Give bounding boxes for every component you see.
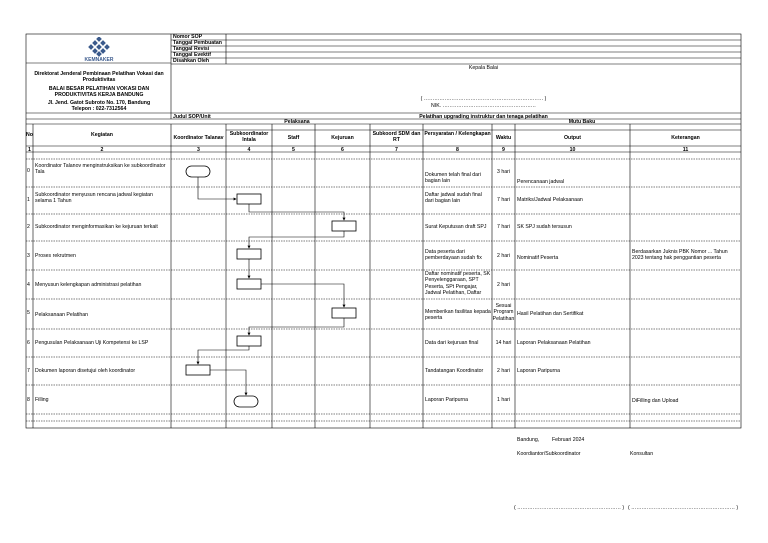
row-kegiatan: Koordinator Talanov menginstruksikan ke subkoordinator Tala <box>35 163 166 176</box>
row-kegiatan: Dokumen laporan disetujui oleh koordinator <box>35 368 136 374</box>
row-number: 4 <box>27 282 30 288</box>
institution-name: BALAI BESAR PELATIHAN VOKASI DAN PRODUKTIVITAS KERJA BANDUNG <box>48 86 150 99</box>
header-persyaratan: Persyaratan / Kelengkapan <box>424 131 491 137</box>
col-number: 2 <box>100 146 104 153</box>
row-keterangan: DiFilling dan Upload <box>632 398 679 404</box>
row-output: Hasil Pelatihan dan Sertifikat <box>517 311 584 317</box>
row-kegiatan: Menyusun kelengkapan administrasi pelatihan <box>35 282 142 288</box>
header-subkoord-sdm: Subkoord SDM dan RT <box>372 131 421 144</box>
process-box-1 <box>237 194 261 204</box>
header-koordinator: Koordinator Talanav <box>173 135 224 141</box>
col-number: 7 <box>395 146 398 153</box>
row-kegiatan: Pengusulan Pelaksanaan Uji Kompetensi ke LSP <box>35 340 149 346</box>
col-number: 4 <box>247 146 251 153</box>
logo-text: KEMNAKER <box>84 57 114 63</box>
row-waktu: 7 hari <box>497 197 510 203</box>
col-number: 10 <box>569 146 576 153</box>
row-output: Laporan Paripurna <box>517 368 560 374</box>
end-terminator <box>234 396 258 407</box>
institution-phone: Telepon : 022-7312564 <box>71 106 127 112</box>
institution-address: Jl. Jend. Gatot Subroto No. 170, Bandung <box>47 100 151 106</box>
header-waktu: Waktu <box>495 135 512 141</box>
row-kegiatan: Filling <box>35 397 49 403</box>
approver-title: Kepala Balai <box>468 65 499 71</box>
process-box-5 <box>332 308 356 318</box>
header-no: No <box>26 132 33 138</box>
group-mutu-baku: Mutu Baku <box>568 119 596 125</box>
row-kegiatan: Proses rekrutmen <box>35 253 76 259</box>
row-persyaratan: Data dari kejuruan final <box>425 340 479 346</box>
row-persyaratan: Daftar nominatif peserta, SK Penyelenggaraan, SPT Peserta, SPt Pengajar, Jadwal Pelatihan, Daftar <box>425 271 491 297</box>
signer-1-name: ( …………………………………………………… ) <box>514 505 625 511</box>
signature-place: Bandung, <box>517 437 540 443</box>
label-nomor-sop: Nomor SOP <box>173 34 203 40</box>
row-number: 0 <box>27 168 30 174</box>
row-persyaratan: Data peserta dari pemberdayaan sudah fix <box>425 249 482 262</box>
row-kegiatan: Subkoordinator menginformasikan ke kejuruan terkait <box>35 224 158 230</box>
approver-name: ( …………………………………………………………… ) <box>420 96 547 102</box>
signer-2-title: Konsultan <box>630 451 654 457</box>
row-waktu: 1 hari <box>497 397 510 403</box>
process-box-6 <box>237 336 261 346</box>
row-persyaratan: Tandatangan Koordinator <box>425 368 484 374</box>
signature-date: Februari 2024 <box>552 437 585 443</box>
col-number: 6 <box>341 146 344 153</box>
row-output: SK SPJ sudah tersusun <box>517 224 572 230</box>
row-kegiatan: Pelaksanaan Pelatihan <box>35 312 89 318</box>
row-output: Matriks/Jadwal Pelaksanaan <box>517 197 583 203</box>
process-box-7 <box>186 365 210 375</box>
row-kegiatan: Subkoordinator menyusun rencana jadwal kegiatan selama 1 Tahun <box>35 192 153 205</box>
row-persyaratan: Daftar jadwal sudah final dari bagian lain <box>425 192 482 205</box>
row-number: 7 <box>27 368 30 374</box>
row-output: Laporan Pelaksanaan Pelatihan <box>517 340 591 346</box>
process-box-3 <box>237 249 261 259</box>
kemnaker-logo <box>86 37 112 59</box>
row-waktu: 3 hari <box>497 169 510 175</box>
header-output: Output <box>564 135 581 141</box>
header-kejuruan: Kejuruan <box>331 135 354 141</box>
header-staff: Staff <box>287 135 300 141</box>
row-waktu: 2 hari <box>497 368 510 374</box>
col-number: 3 <box>197 146 200 153</box>
row-persyaratan: Memberikan fasilitas kepada peserta <box>425 309 491 322</box>
header-kegiatan: Kegiatan <box>91 132 113 138</box>
start-terminator <box>186 166 210 177</box>
label-disahkan-oleh: Disahkan Oleh <box>173 58 210 64</box>
row-number: 8 <box>27 397 30 403</box>
directorate-name: Direktorat Jenderal Pembinaan Pelatihan Vokasi dan Produktivitas <box>34 71 164 84</box>
row-number: 1 <box>27 197 30 203</box>
signer-1-title: Koordiantor/Subkoordinator <box>517 451 581 457</box>
sop-title-label: Judul SOP/Unit <box>173 114 211 120</box>
group-pelaksana: Pelaksana <box>284 119 310 125</box>
row-waktu: 2 hari <box>497 282 510 288</box>
row-waktu: Sesuai Program Pelatihan <box>492 303 515 322</box>
header-keterangan: Keterangan <box>671 135 700 141</box>
row-persyaratan: Dokumen telah final dari bagian lain <box>425 172 481 185</box>
sop-title: Pelatihan upgrading instruktur dan tenaga pelatihan <box>419 114 548 120</box>
header-subkoordinator: Subkoordinator Intala <box>229 131 269 144</box>
row-keterangan: Berdasarkan Juknis PBK Nomor ... Tahun 2023 tentang hak penggantian peserta <box>632 249 728 262</box>
logo-icon <box>86 37 112 57</box>
row-number: 3 <box>27 253 30 259</box>
label-tanggal-pembuatan: Tanggal Pembuatan <box>173 40 222 46</box>
row-waktu: 2 hari <box>497 253 510 259</box>
row-persyaratan: Surat Keputusan draft SPJ <box>425 224 487 230</box>
row-output: Perencanaan jadwal <box>517 179 565 185</box>
col-number: 1 <box>28 146 31 153</box>
label-tanggal-efektif: Tanggal Evektif <box>173 52 211 58</box>
row-output: Nominatif Peserta <box>517 255 559 261</box>
row-waktu: 14 hari <box>495 340 512 346</box>
row-number: 5 <box>27 310 30 316</box>
approver-nik: NIK. ……………………………………………… <box>431 103 536 109</box>
process-box-2 <box>332 221 356 231</box>
col-number: 5 <box>292 146 295 153</box>
row-number: 6 <box>27 340 30 346</box>
col-number: 9 <box>502 146 505 153</box>
signer-2-name: ( …………………………………………………… ) <box>628 505 739 511</box>
process-box-4 <box>237 279 261 289</box>
col-number: 8 <box>456 146 459 153</box>
row-number: 2 <box>27 224 30 230</box>
col-number: 11 <box>682 146 689 153</box>
label-tanggal-revisi: Tanggal Revisi <box>173 46 210 52</box>
row-persyaratan: Laporan Paripurna <box>425 397 468 403</box>
row-waktu: 7 hari <box>497 224 510 230</box>
